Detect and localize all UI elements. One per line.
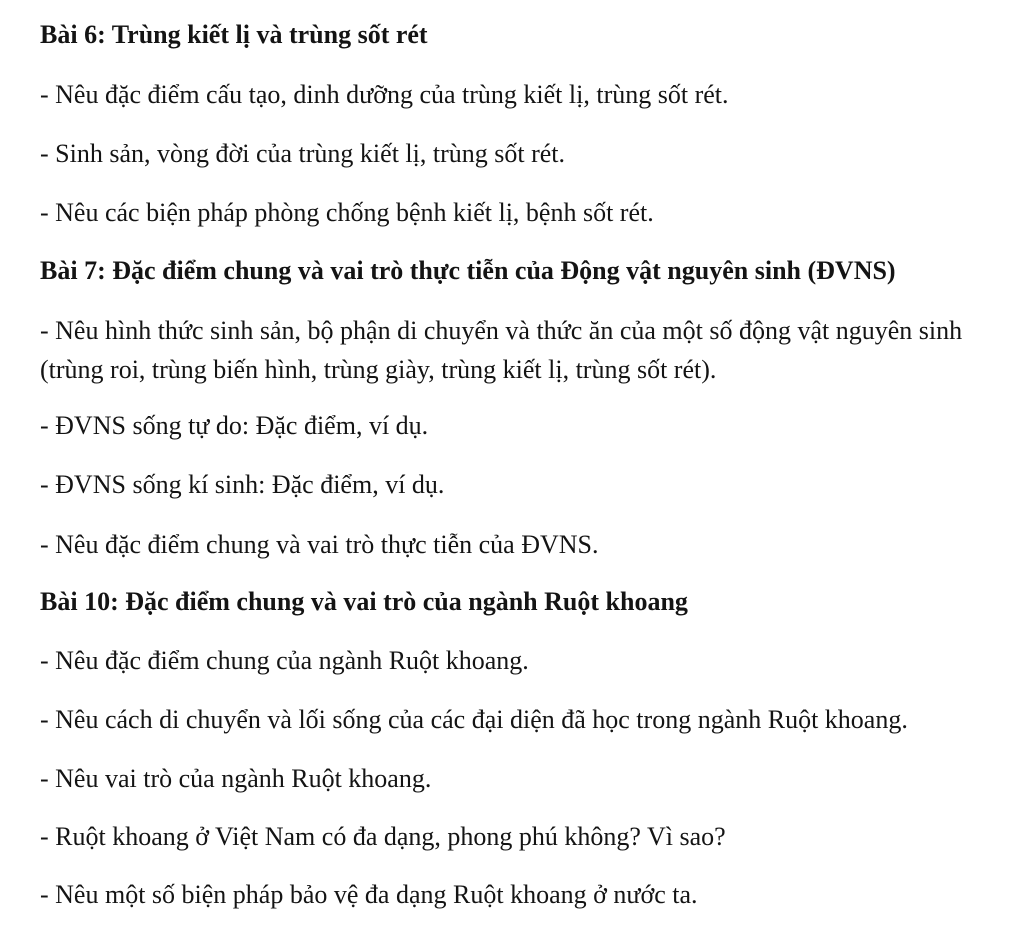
section-heading-bai-6: Bài 6: Trùng kiết lị và trùng sốt rét	[40, 20, 428, 49]
list-item: - Nêu cách di chuyển và lối sống của các đại diện đã học trong ngành Ruột khoang.	[40, 705, 908, 734]
list-item: - Sinh sản, vòng đời của trùng kiết lị, trùng sốt rét.	[40, 139, 566, 168]
list-item: - Nêu đặc điểm chung và vai trò thực tiễn của ĐVNS.	[40, 530, 599, 559]
list-item: - ĐVNS sống kí sinh: Đặc điểm, ví dụ.	[40, 470, 445, 499]
list-item: - Nêu một số biện pháp bảo vệ đa dạng Ruột khoang ở nước ta.	[40, 880, 698, 909]
list-item: - Ruột khoang ở Việt Nam có đa dạng, phong phú không? Vì sao?	[40, 822, 726, 851]
list-item: - Nêu hình thức sinh sản, bộ phận di chuyển và thức ăn của một số động vật nguyên sinh (trùng roi, trùng biến hình, trùng giày, trùng kiết lị, trùng sốt rét).	[40, 316, 963, 384]
list-item: - Nêu vai trò của ngành Ruột khoang.	[40, 764, 432, 793]
section-heading-bai-10: Bài 10: Đặc điểm chung và vai trò của ngành Ruột khoang	[40, 587, 688, 616]
list-item: - Nêu các biện pháp phòng chống bệnh kiết lị, bệnh sốt rét.	[40, 198, 654, 227]
list-item: - ĐVNS sống tự do: Đặc điểm, ví dụ.	[40, 411, 429, 440]
section-heading-bai-7: Bài 7: Đặc điểm chung và vai trò thực tiễn của Động vật nguyên sinh (ĐVNS)	[40, 256, 896, 285]
list-item: - Nêu đặc điểm cấu tạo, dinh dưỡng của trùng kiết lị, trùng sốt rét.	[40, 80, 729, 109]
list-item: - Nêu đặc điểm chung của ngành Ruột khoang.	[40, 646, 529, 675]
